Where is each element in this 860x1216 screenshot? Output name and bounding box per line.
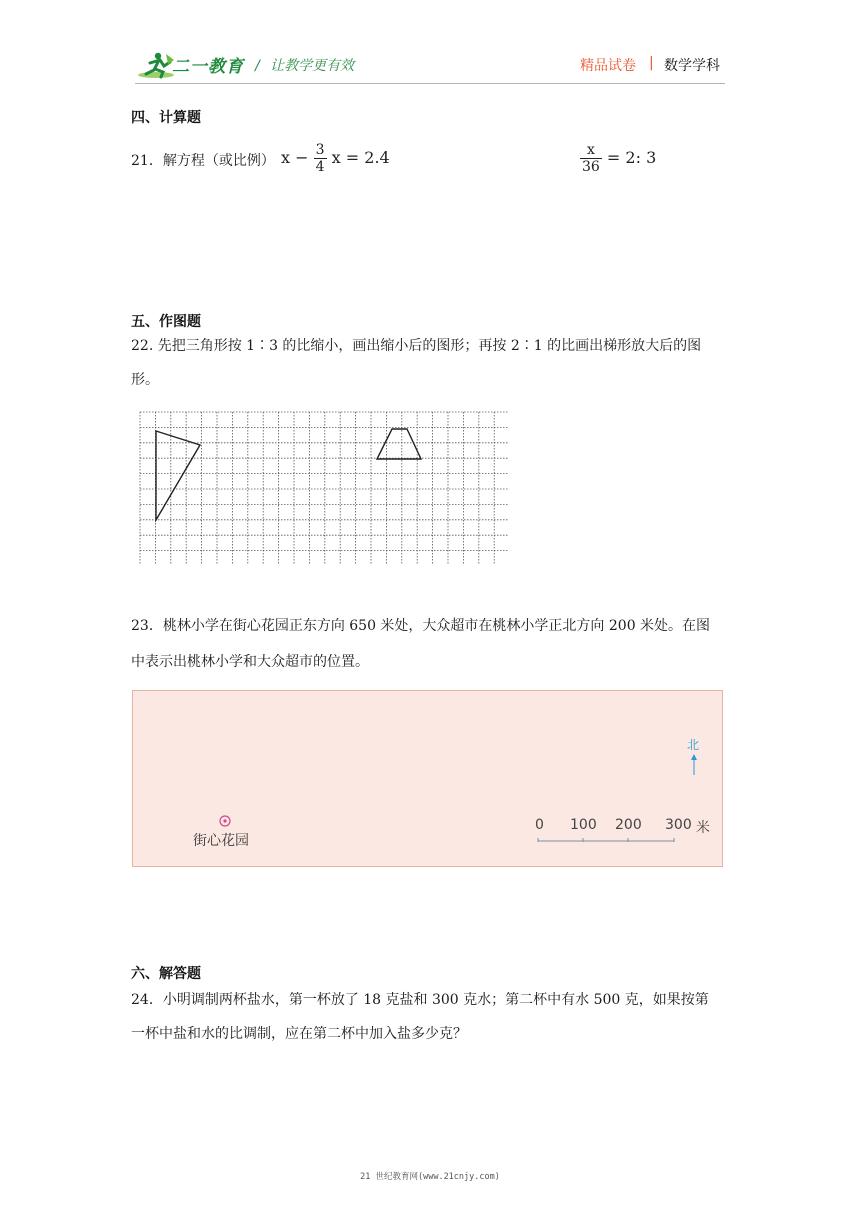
eq2-frac-den: 36 [582, 159, 600, 175]
q21-equation-2 [580, 142, 656, 175]
scale-tick-0: 0 [535, 817, 544, 833]
header-rule [135, 83, 725, 84]
eq2-rhs: = 2: 3 [606, 148, 657, 167]
scale-unit: 米 [696, 820, 710, 836]
origin-marker-icon [218, 814, 232, 828]
q23-line-1: 23．桃林小学在街心花园正东方向 650 米处，大众超市在桃林小学正北方向 200 米处。在图 [131, 618, 711, 634]
q23-line-2: 中表示出桃林小学和大众超市的位置。 [131, 654, 369, 670]
header-divider: | [649, 55, 654, 71]
eq1-frac-den: 4 [315, 159, 325, 175]
north-arrow-icon [689, 753, 699, 777]
eq2-fraction [580, 142, 602, 175]
eq1-fraction [314, 142, 327, 175]
brand-name: 二一教育 [172, 57, 244, 77]
scale-tick-100: 100 [570, 817, 597, 833]
q23-map [132, 690, 723, 867]
q24-line-2: 一杯中盐和水的比调制，应在第二杯中加入盐多少克？ [131, 1026, 467, 1042]
q22-line-1: 22. 先把三角形按 1∶3 的比缩小，画出缩小后的图形；再按 2∶1 的比画出梯形放大后的图 [131, 338, 702, 354]
section-title-calculation: 四、计算题 [131, 110, 201, 126]
section-title-word-problems: 六、解答题 [131, 966, 201, 982]
section-title-drawing: 五、作图题 [131, 314, 201, 330]
q22-line-2: 形。 [131, 372, 159, 388]
q22-grid-figure [139, 411, 511, 567]
eq1-frac-num: 3 [315, 142, 325, 158]
page-footer: 21 世纪教育网(www.21cnjy.com) [360, 1172, 500, 1182]
scale-tick-300: 300 [665, 817, 692, 833]
q21-label: 21．解方程（或比例） [131, 153, 275, 169]
scale-tick-200: 200 [615, 817, 642, 833]
header-slogan [255, 55, 354, 75]
eq2-frac-num: x [586, 142, 595, 158]
eq1-minus: − [295, 148, 309, 167]
trapezoid-shape [377, 429, 421, 459]
north-label: 北 [687, 738, 700, 752]
origin-label: 街心花园 [193, 833, 249, 849]
triangle-shape [156, 431, 200, 520]
scale-bar [537, 837, 677, 845]
header-subject: 数学学科 [664, 58, 720, 74]
q21-equation-1 [281, 142, 390, 175]
q24-line-1: 24．小明调制两杯盐水，第一杯放了 18 克盐和 300 克水；第二杯中有水 500 克，如果按第 [131, 992, 709, 1008]
header-paper-label: 精品试卷 [580, 58, 636, 74]
slogan-separator: / [255, 58, 260, 74]
eq1-var: x [331, 148, 341, 167]
slogan-text: 让教学更有效 [270, 58, 355, 74]
dotted-grid [140, 412, 509, 565]
eq1-rhs: = 2.4 [345, 148, 390, 167]
eq1-left-var: x [281, 148, 291, 167]
